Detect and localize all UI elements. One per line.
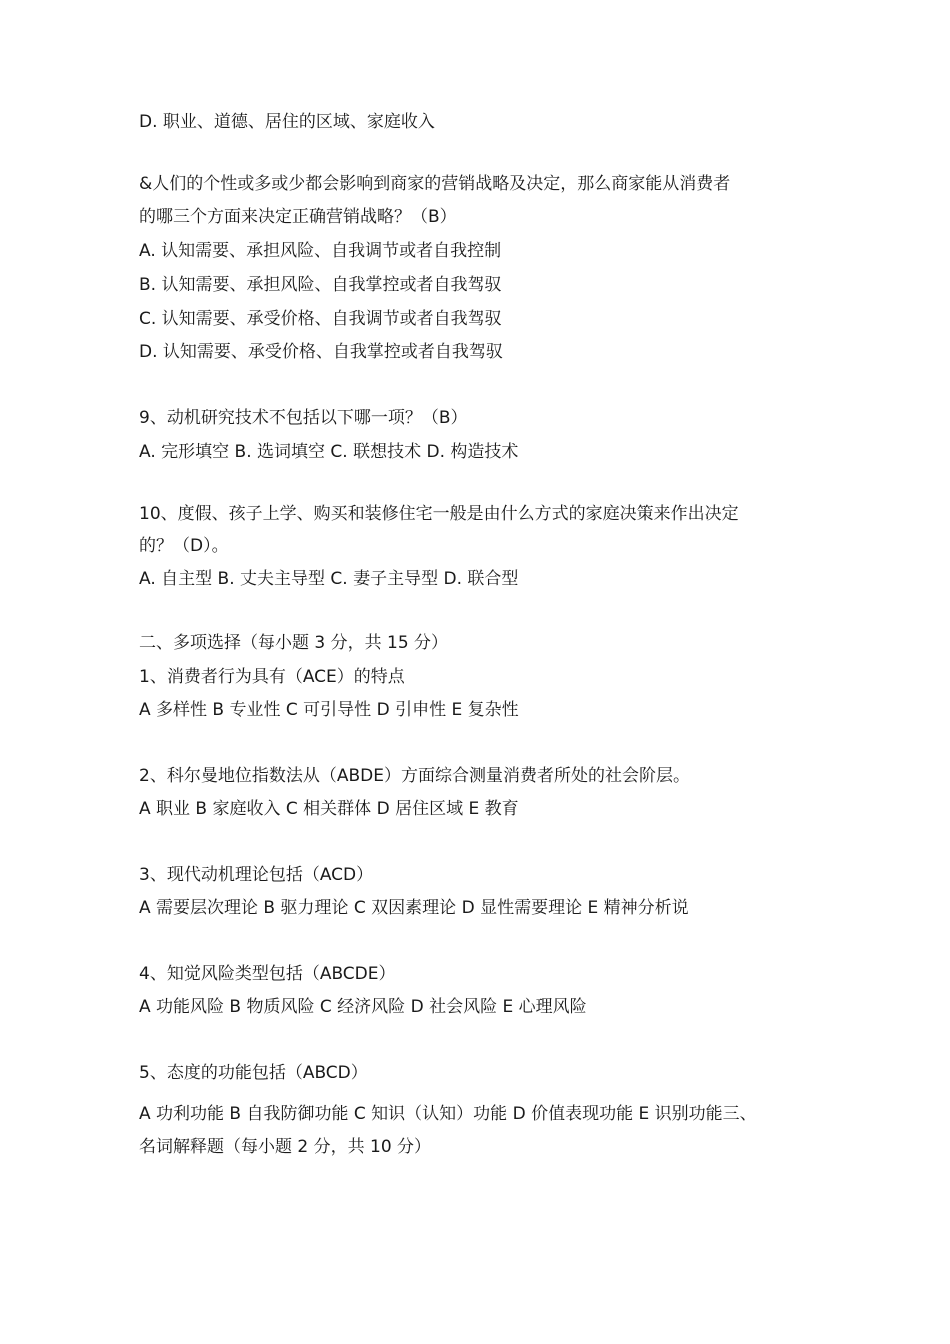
option-line: B. 认知需要、承担风险、自我掌控或者自我驾驭 <box>139 275 502 295</box>
question-text: 的哪三个方面来决定正确营销战略？（B） <box>139 207 457 227</box>
question-text: 3、现代动机理论包括（ACD） <box>139 865 374 885</box>
option-line: C. 认知需要、承受价格、自我调节或者自我驾驭 <box>139 309 502 329</box>
question-text: 4、知觉风险类型包括（ABCDE） <box>139 964 396 984</box>
section-heading: 名词解释题（每小题 2 分，共 10 分） <box>139 1137 432 1157</box>
option-line: A 职业 B 家庭收入 C 相关群体 D 居住区域 E 教育 <box>139 799 519 819</box>
option-line: A. 认知需要、承担风险、自我调节或者自我控制 <box>139 241 502 261</box>
option-line: A. 完形填空 B. 选词填空 C. 联想技术 D. 构造技术 <box>139 442 519 462</box>
question-text: 5、态度的功能包括（ABCD） <box>139 1063 368 1083</box>
question-text: &人们的个性或多或少都会影响到商家的营销战略及决定，那么商家能从消费者 <box>139 174 731 194</box>
option-line: A 需要层次理论 B 驱力理论 C 双因素理论 D 显性需要理论 E 精神分析说 <box>139 898 689 918</box>
text-line: D. 职业、道德、居住的区域、家庭收入 <box>139 112 435 132</box>
option-line: A 多样性 B 专业性 C 可引导性 D 引申性 E 复杂性 <box>139 700 519 720</box>
question-text: 的？（D）。 <box>139 536 229 556</box>
option-line: A. 自主型 B. 丈夫主导型 C. 妻子主导型 D. 联合型 <box>139 569 519 589</box>
option-line: A 功能风险 B 物质风险 C 经济风险 D 社会风险 E 心理风险 <box>139 997 587 1017</box>
question-text: 2、科尔曼地位指数法从（ABDE）方面综合测量消费者所处的社会阶层。 <box>139 766 690 786</box>
question-text: 10、度假、孩子上学、购买和装修住宅一般是由什么方式的家庭决策来作出决定 <box>139 504 739 524</box>
option-line: A 功利功能 B 自我防御功能 C 知识（认知）功能 D 价值表现功能 E 识别功能三、 <box>139 1104 757 1124</box>
option-line: D. 认知需要、承受价格、自我掌控或者自我驾驭 <box>139 342 503 362</box>
question-text: 9、动机研究技术不包括以下哪一项？（B） <box>139 408 468 428</box>
section-heading: 二、多项选择（每小题 3 分，共 15 分） <box>139 633 449 653</box>
question-text: 1、消费者行为具有（ACE）的特点 <box>139 667 405 687</box>
